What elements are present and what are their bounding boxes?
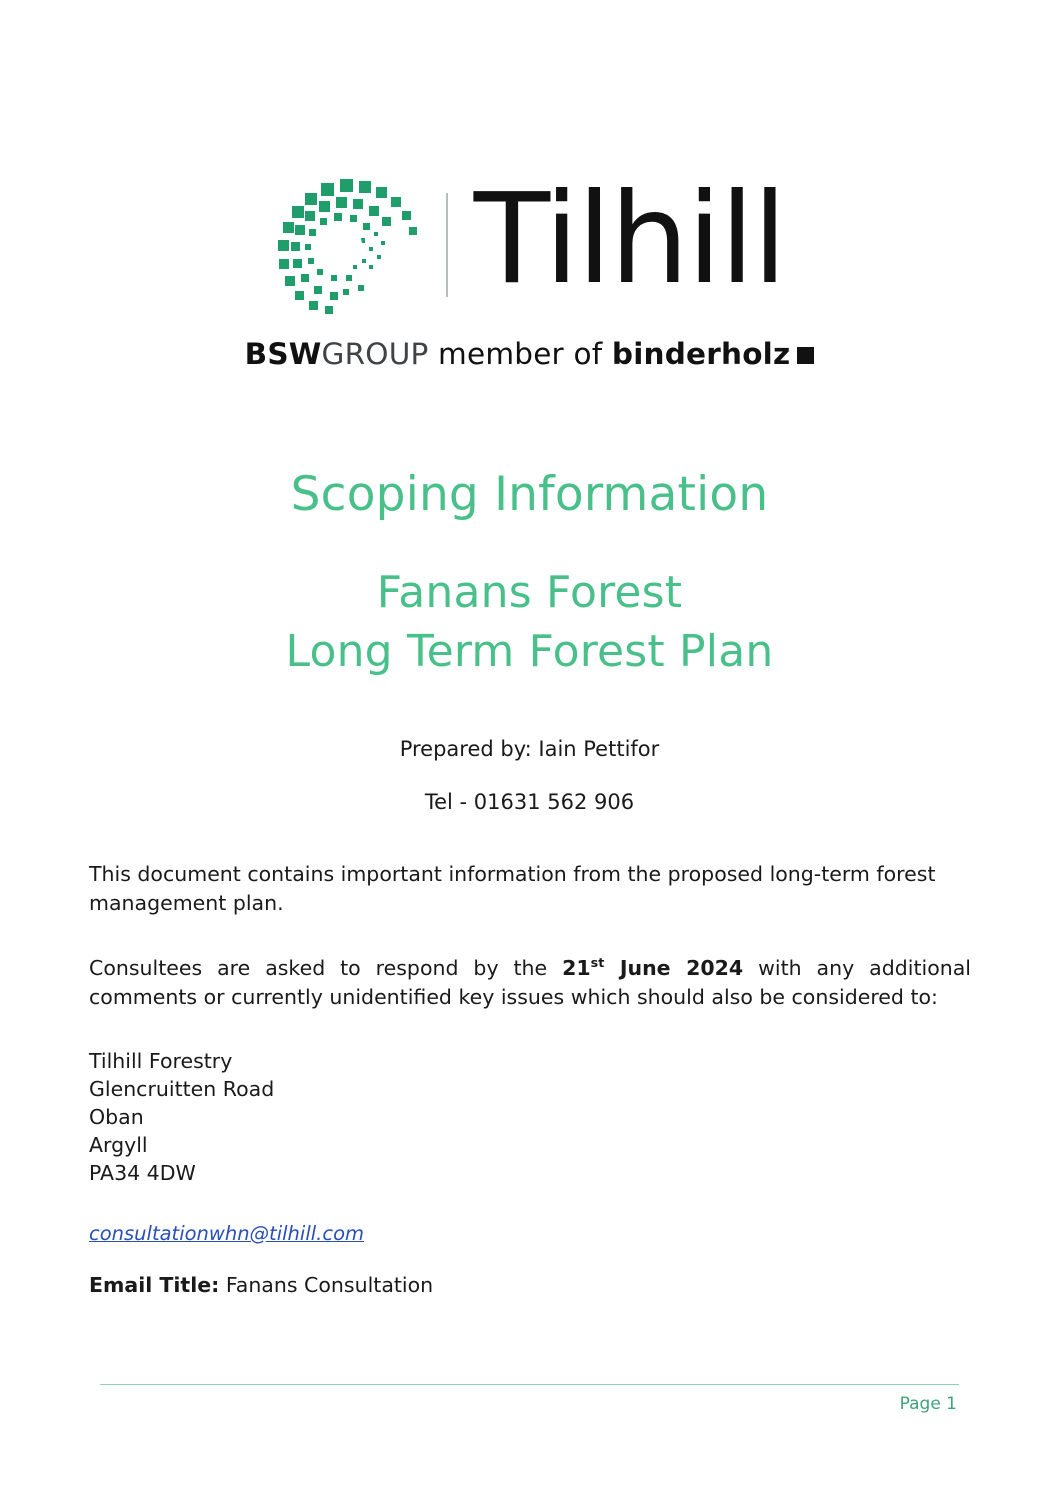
page-footer [100,1384,959,1414]
intro-paragraph: This document contains important information from the proposed long-term forest management plan. [89,862,936,916]
brand-header [0,166,1059,371]
address-line: Tilhill Forestry [89,1049,233,1074]
logo-divider [446,193,448,297]
document-body [88,860,971,1297]
response-date-rest: June 2024 [604,956,744,981]
address-line: Oban [89,1105,144,1130]
page-number: Page 1 [899,1394,957,1414]
response-date-day: 21 [562,956,591,981]
tagline-binderholz: binderholz [611,337,791,371]
tagline-group: GROUP [321,337,429,371]
brand-wordmark: Tilhill [473,166,786,312]
tilhill-swirl-logo-icon [274,175,424,315]
footer-divider [100,1384,959,1385]
prepared-by: Prepared by: Iain Pettifor [399,737,660,762]
brand-tagline [245,337,815,371]
address-line: Argyll [89,1133,148,1158]
email-title-value: Fanans Consultation [219,1272,434,1297]
document-title: Scoping Information [290,467,769,522]
address-line: PA34 4DW [89,1160,196,1185]
response-paragraph [89,954,971,1012]
tagline-member-of: member of [428,337,612,371]
tagline-bsw: BSW [244,337,322,371]
subtitle-line-1: Fanans Forest [376,567,683,618]
response-post: with any additional comments or currently unidentified key issues which should also be considered to: [89,956,971,1010]
response-pre: Consultees are asked to respond by the [89,956,563,981]
logo-row [274,166,786,315]
subtitle-line-2: Long Term Forest Plan [285,625,774,677]
binderholz-square-icon [797,347,814,364]
email-title-label: Email Title: [89,1272,220,1297]
response-date-ordinal: st [590,955,605,971]
email-link[interactable]: consultationwhn@tilhill.com [89,1221,364,1245]
telephone: Tel - 01631 562 906 [424,790,635,815]
document-subtitle [0,564,1059,681]
address-line: Glencruitten Road [89,1077,275,1102]
postal-address [89,1048,971,1187]
email-title [89,1273,971,1297]
